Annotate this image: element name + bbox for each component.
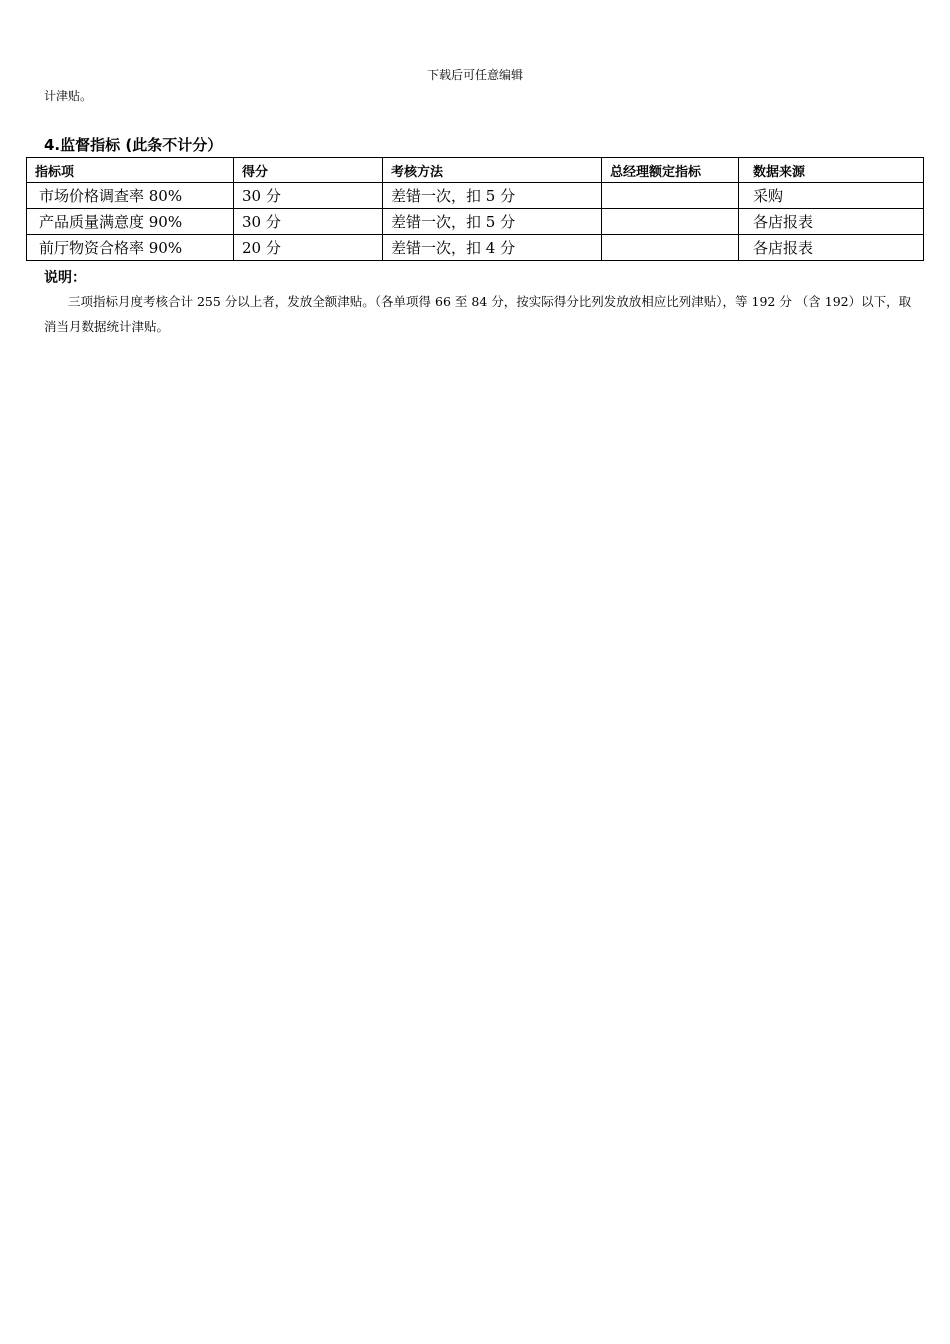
cell-score: 30 分 <box>234 183 383 209</box>
cell-score: 30 分 <box>234 209 383 235</box>
page-header-note: 下载后可任意编辑 <box>426 68 523 82</box>
cell-quota <box>602 235 739 261</box>
continued-text: 计津贴。 <box>44 89 93 103</box>
column-header-item: 指标项 <box>27 158 234 183</box>
column-header-source: 数据来源 <box>739 158 924 183</box>
table-header-row <box>27 158 924 183</box>
cell-score: 20 分 <box>234 235 383 261</box>
column-header-method: 考核方法 <box>383 158 602 183</box>
cell-method: 差错一次，扣 4 分 <box>383 235 602 261</box>
indicator-table <box>26 157 924 261</box>
note-body: 三项指标月度考核合计 255 分以上者，发放全额津贴。（各单项得 66 至 84 分，按实际得分比列发放放相应比列津贴），等 192 分 （含 192）以下，取消当月数据统计津贴。 <box>44 294 912 334</box>
section-title: 4.监督指标 (此条不计分） <box>44 136 223 154</box>
cell-source: 采购 <box>739 183 924 209</box>
cell-quota <box>602 183 739 209</box>
cell-method: 差错一次，扣 5 分 <box>383 183 602 209</box>
note-label: 说明： <box>44 270 86 286</box>
table-row <box>27 235 924 261</box>
cell-item: 前厅物资合格率 90% <box>27 235 234 261</box>
cell-source: 各店报表 <box>739 209 924 235</box>
cell-item: 市场价格调查率 80% <box>27 183 234 209</box>
table-row <box>27 183 924 209</box>
cell-item: 产品质量满意度 90% <box>27 209 234 235</box>
column-header-score: 得分 <box>234 158 383 183</box>
cell-quota <box>602 209 739 235</box>
column-header-quota: 总经理额定指标 <box>602 158 739 183</box>
cell-method: 差错一次，扣 5 分 <box>383 209 602 235</box>
cell-source: 各店报表 <box>739 235 924 261</box>
table-row <box>27 209 924 235</box>
